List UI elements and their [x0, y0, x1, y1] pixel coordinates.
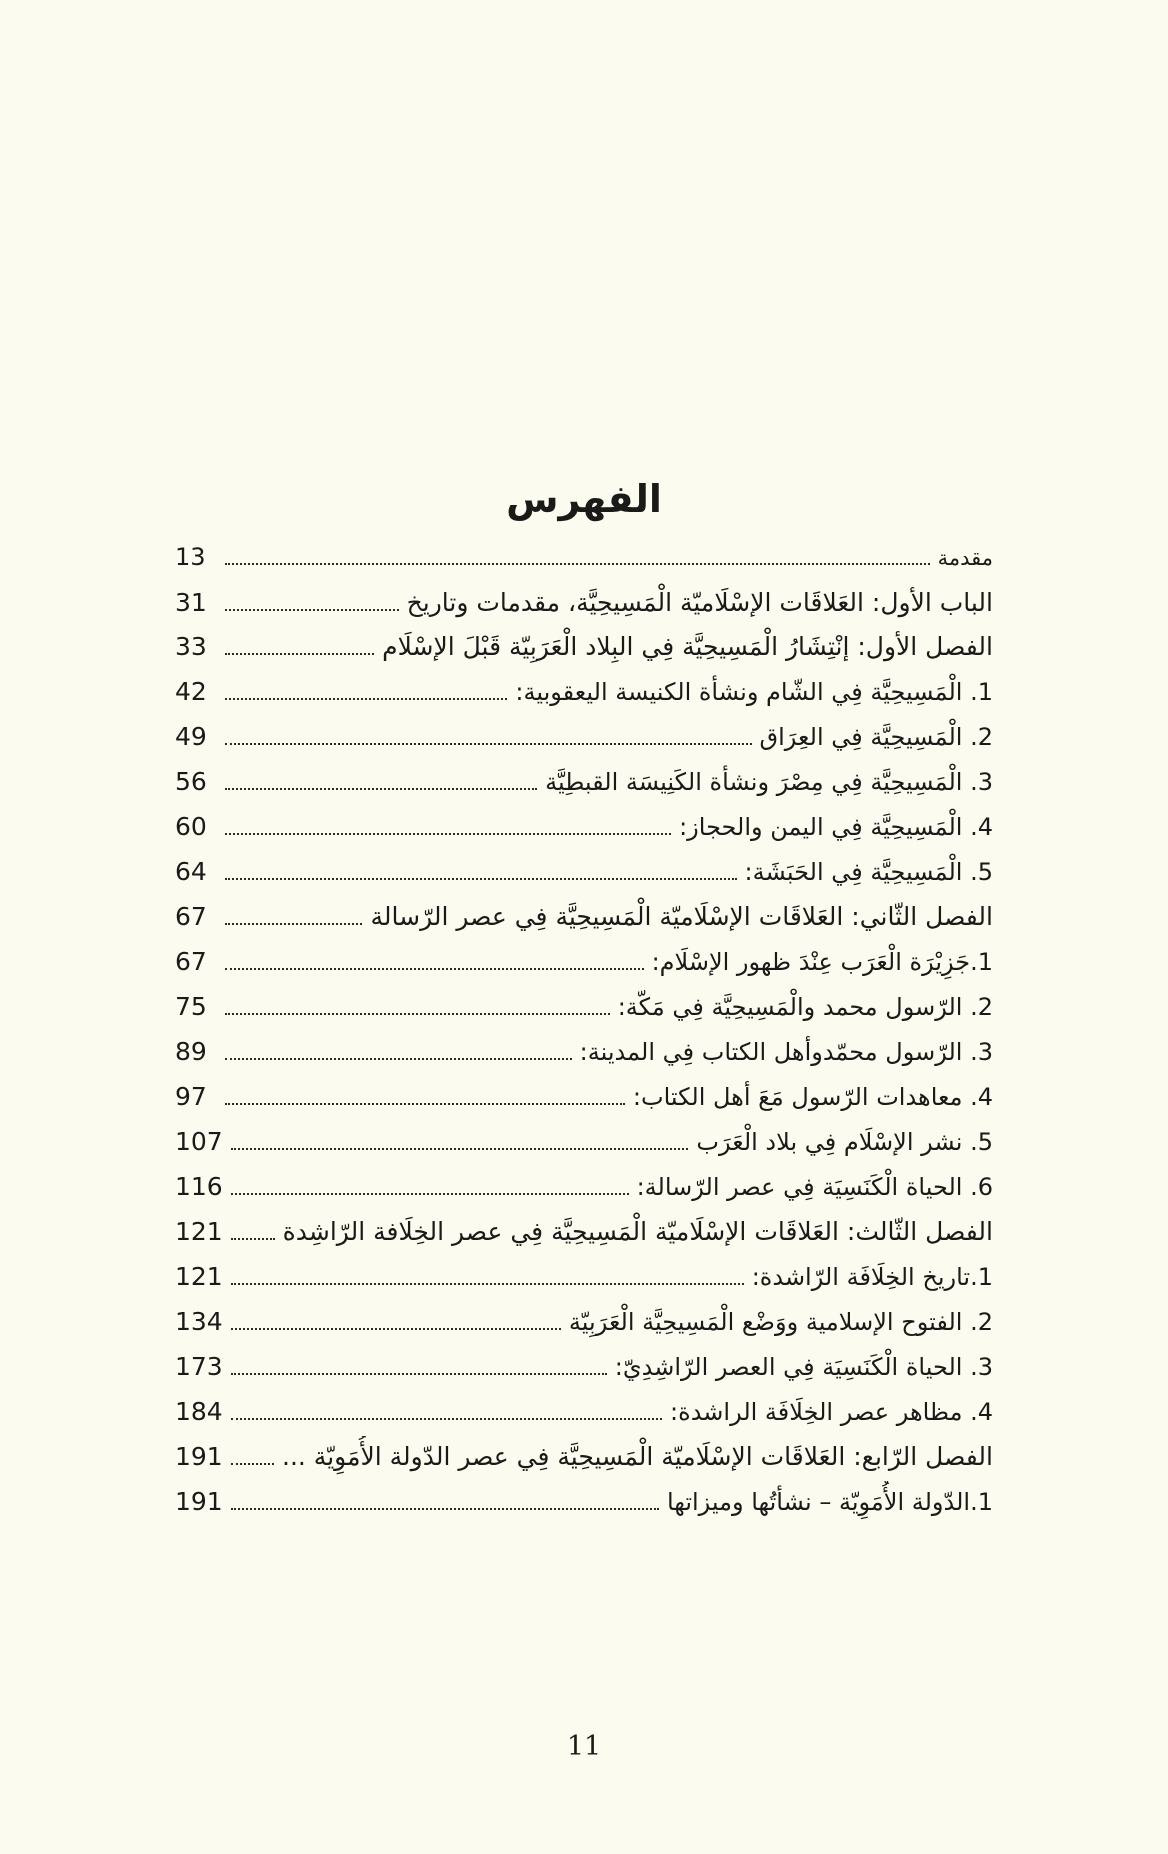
toc-entry-page: 67 — [175, 947, 207, 976]
toc-entry-label: الفصل الأول: إنْتِشَارُ الْمَسِيحِيَّة فِي البِلاد الْعَرَبِيّة قَبْلَ الإسْلَام — [382, 632, 993, 661]
toc-entry[interactable] — [175, 1391, 993, 1433]
toc-entry-page: 42 — [175, 677, 207, 706]
toc-entry-label: 5. الْمَسِيحِيَّة فِي الحَبَشَة: — [744, 858, 993, 886]
toc-entry-label: 1.جَزِيْرَة الْعَرَب عِنْدَ ظهور الإسْلَام: — [651, 948, 993, 976]
toc-entry-label: 3. الْمَسِيحِيَّة فِي مِصْرَ ونشأة الكَنِيسَة القبطِيَّة — [545, 768, 993, 796]
toc-entry[interactable] — [175, 1076, 993, 1118]
toc-leader-dots — [231, 1327, 561, 1330]
toc-entry-page: 191 — [175, 1442, 223, 1471]
toc-entry-page: 60 — [175, 812, 207, 841]
toc-entry[interactable] — [175, 671, 993, 713]
toc-entry-page: 67 — [175, 902, 207, 931]
toc-entry-label: 5. نشر الإسْلَام فِي بلاد الْعَرَب — [696, 1128, 993, 1156]
toc-entry-label: 1.الدّولة الأُمَوِيّة – نشأتُها وميزاتها — [666, 1488, 993, 1516]
toc-entry-page: 64 — [175, 857, 207, 886]
toc-entry-page: 49 — [175, 722, 207, 751]
toc-entry[interactable] — [175, 806, 993, 848]
toc-leader-dots — [231, 1372, 607, 1375]
toc-leader-dots — [231, 1507, 659, 1510]
toc-leader-dots — [231, 1462, 274, 1465]
toc-entry-page: 121 — [175, 1217, 223, 1246]
toc-entry[interactable] — [175, 536, 993, 579]
toc-entry[interactable] — [175, 1436, 993, 1478]
toc-entry[interactable] — [175, 986, 993, 1028]
toc-entry[interactable] — [175, 761, 993, 803]
toc-entry[interactable] — [175, 1031, 993, 1073]
toc-entry-label: 1. الْمَسِيحِيَّة فِي الشّام ونشأة الكنيسة اليعقوبية: — [515, 678, 993, 706]
toc-leader-dots — [231, 1237, 275, 1240]
toc-entry[interactable] — [175, 896, 993, 938]
toc-entry-page: 173 — [175, 1352, 223, 1381]
toc-entry-label: 3. الحياة الْكَنَسِيَة فِي العصر الرّاشِدِيّ: — [614, 1353, 993, 1381]
toc-entry-label: 3. الرّسول محمّدوأهل الكتاب فِي المدينة: — [579, 1038, 993, 1066]
toc-leader-dots — [231, 1417, 662, 1420]
toc-entry-label: 4. مظاهر عصر الخِلَافَة الراشدة: — [670, 1398, 993, 1426]
toc-entry[interactable] — [175, 1346, 993, 1388]
toc-leader-dots — [225, 562, 930, 565]
toc-entry[interactable] — [175, 1166, 993, 1208]
toc-leader-dots — [225, 697, 507, 700]
toc-entry-page: 75 — [175, 992, 207, 1021]
toc-entry-label: 4. معاهدات الرّسول مَعَ أهل الكتاب: — [632, 1083, 993, 1111]
toc-entry-page: 107 — [175, 1127, 223, 1156]
toc-entry-page: 13 — [175, 543, 206, 571]
toc-entry[interactable] — [175, 1256, 993, 1298]
toc-entry-page: 31 — [175, 588, 207, 617]
toc-entry-label: الباب الأول: العَلاقَات الإسْلَاميّة الْمَسِيحِيَّة، مقدمات وتاريخ — [406, 588, 993, 617]
toc-entry-page: 56 — [175, 767, 207, 796]
toc-entry[interactable] — [175, 626, 993, 668]
toc-entry[interactable] — [175, 716, 993, 758]
page-title: الفهرس — [506, 477, 662, 522]
toc-leader-dots — [225, 1012, 610, 1015]
toc-entry[interactable] — [175, 941, 993, 983]
toc-entry-page: 184 — [175, 1397, 223, 1426]
toc-leader-dots — [225, 922, 362, 925]
toc-entry-label: 6. الحياة الْكَنَسِيَة فِي عصر الرّسالة: — [636, 1173, 993, 1201]
toc-entry-label: الفصل الرّابع: العَلاقَات الإسْلَاميّة الْمَسِيحِيَّة فِي عصر الدّولة الأُمَوِيّة ... — [282, 1442, 993, 1471]
toc-entry-label: 2. الْمَسِيحِيَّة فِي العِرَاق — [759, 723, 993, 751]
toc-leader-dots — [225, 742, 752, 745]
toc-entry-label: الفصل الثّالث: العَلاقَات الإسْلَاميّة الْمَسِيحِيَّة فِي عصر الخِلَافة الرّاشِدة — [282, 1217, 993, 1246]
toc-entry[interactable] — [175, 1301, 993, 1343]
toc-leader-dots — [225, 652, 374, 655]
toc-leader-dots — [225, 832, 671, 835]
toc-leader-dots — [225, 967, 644, 970]
toc-entry[interactable] — [175, 582, 993, 624]
toc-entry-label: مقدمة — [937, 546, 993, 570]
toc-entry-label: 1.تاريخ الخِلَافَة الرّاشدة: — [751, 1263, 993, 1291]
toc-entry-page: 33 — [175, 632, 207, 661]
toc-entry[interactable] — [175, 1211, 993, 1253]
toc-entry-page: 121 — [175, 1262, 223, 1291]
toc-entry-label: الفصل الثّاني: العَلاقَات الإسْلَاميّة الْمَسِيحِيَّة فِي عصر الرّسالة — [370, 902, 993, 931]
toc-entry[interactable] — [175, 851, 993, 893]
table-of-contents — [175, 536, 993, 1526]
toc-entry[interactable] — [175, 1481, 993, 1523]
toc-leader-dots — [231, 1147, 689, 1150]
toc-leader-dots — [225, 877, 737, 880]
toc-entry-page: 89 — [175, 1037, 207, 1066]
toc-leader-dots — [225, 787, 537, 790]
toc-entry-page: 116 — [175, 1172, 223, 1201]
toc-entry-page: 97 — [175, 1082, 207, 1111]
toc-entry-label: 2. الرّسول محمد والْمَسِيحِيَّة فِي مَكّة: — [617, 993, 993, 1021]
toc-entry[interactable] — [175, 1121, 993, 1163]
page-number: 11 — [566, 1731, 602, 1762]
toc-entry-label: 4. الْمَسِيحِيَّة فِي اليمن والحجاز: — [679, 813, 993, 841]
toc-leader-dots — [225, 608, 399, 611]
toc-entry-page: 191 — [175, 1487, 223, 1516]
toc-leader-dots — [225, 1102, 625, 1105]
toc-entry-label: 2. الفتوح الإسلامية ووَضْع الْمَسِيحِيَّة الْعَرَبِيّة — [568, 1308, 993, 1336]
toc-leader-dots — [225, 1057, 572, 1060]
toc-leader-dots — [231, 1192, 629, 1195]
toc-entry-page: 134 — [175, 1307, 223, 1336]
toc-leader-dots — [231, 1282, 744, 1285]
